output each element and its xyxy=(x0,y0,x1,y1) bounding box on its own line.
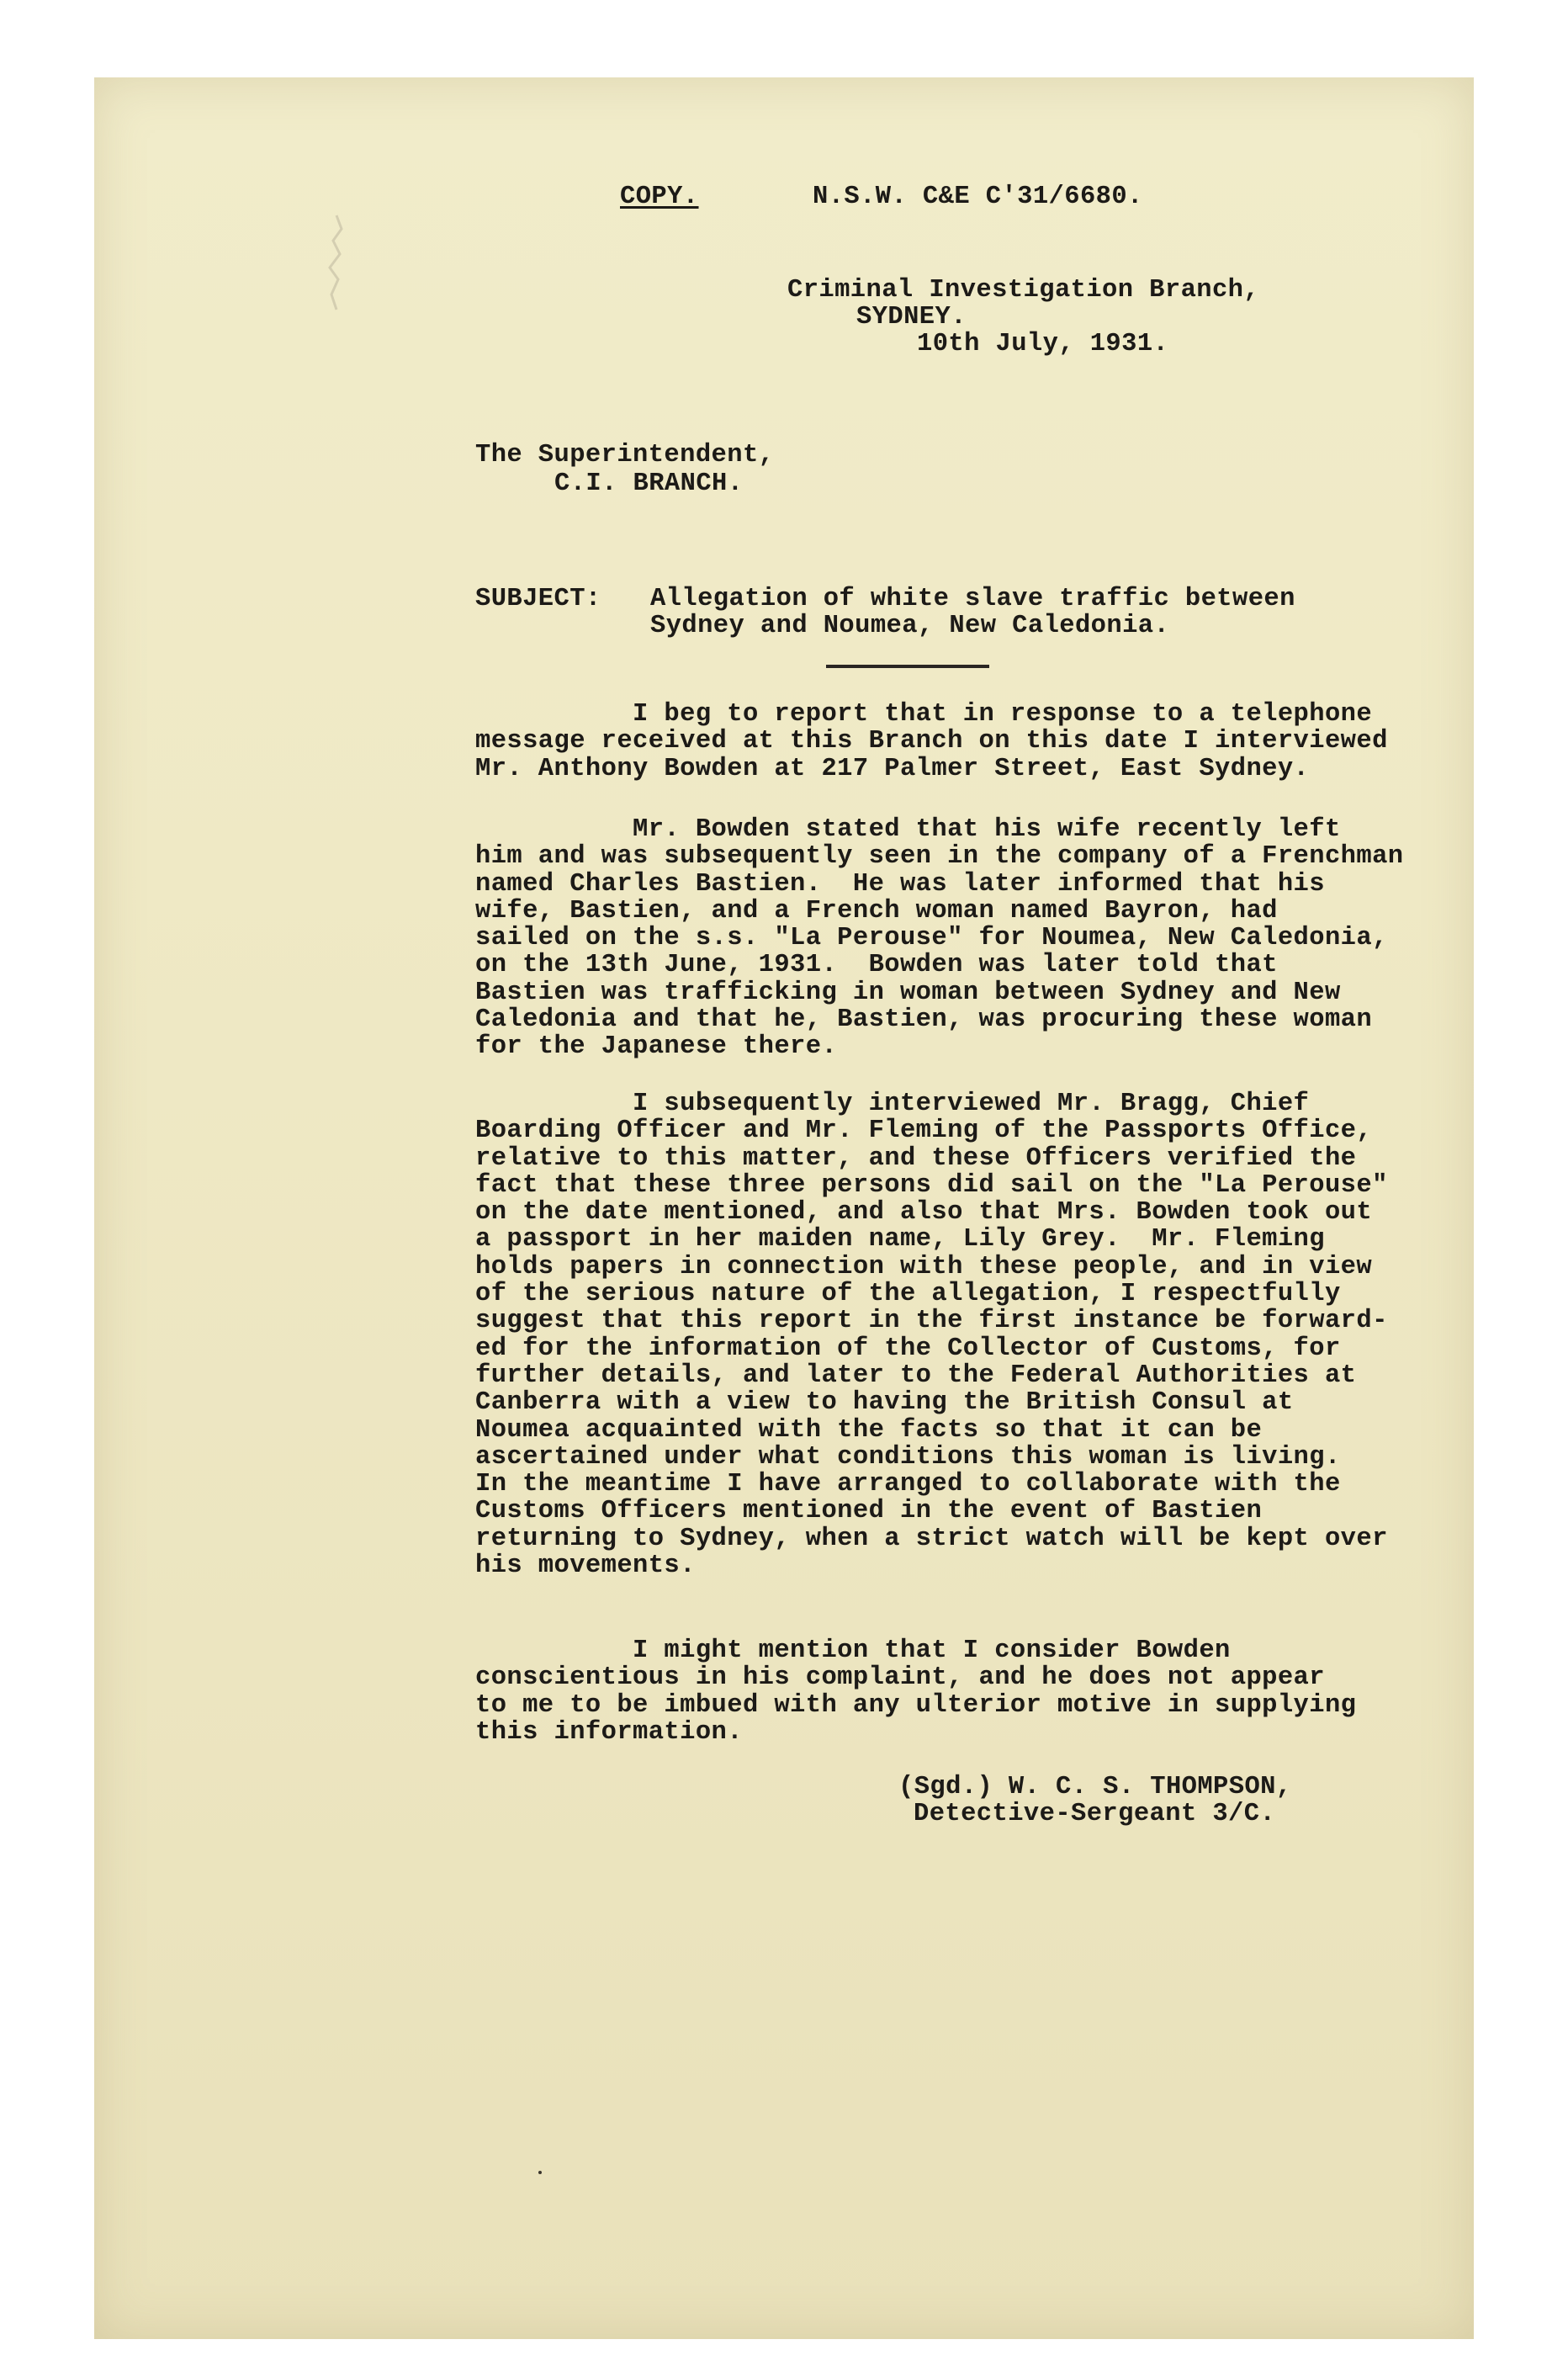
paragraph-line: ed for the information of the Collector of Customs, for xyxy=(475,1334,1341,1363)
subject-line-2: Sydney and Noumea, New Caledonia. xyxy=(650,612,1170,640)
paragraph-1 xyxy=(475,701,1451,782)
paragraph-line: him and was subsequently seen in the company of a Frenchman xyxy=(475,842,1404,872)
paragraph-line: wife, Bastien, and a French woman named Bayron, had xyxy=(475,896,1278,926)
paragraph-line: Noumea acquainted with the facts so that it can be xyxy=(475,1415,1263,1445)
subject-label: SUBJECT: xyxy=(475,585,601,613)
paragraph-line: suggest that this report in the first instance be forward- xyxy=(475,1307,1388,1336)
paragraph-line: message received at this Branch on this date I interviewed xyxy=(475,727,1388,756)
paragraph-line: I subsequently interviewed Mr. Bragg, Chief xyxy=(475,1090,1310,1118)
paragraph-line: his movements. xyxy=(475,1552,696,1581)
addressee-branch: C.I. BRANCH. xyxy=(554,469,744,498)
paragraph-line: Canberra with a view to having the British Consul at xyxy=(475,1388,1294,1418)
paragraph-line: conscientious in his complaint, and he does not appear xyxy=(475,1663,1325,1693)
subject-divider xyxy=(826,665,989,668)
file-reference: N.S.W. C&E C'31/6680. xyxy=(813,183,1143,211)
paragraph-line: ascertained under what conditions this woman is living. xyxy=(475,1442,1341,1472)
paragraph-2 xyxy=(475,816,1451,1061)
report-date: 10th July, 1931. xyxy=(917,330,1169,358)
paragraph-line: holds papers in connection with these people, and in view xyxy=(475,1252,1373,1281)
paragraph-4 xyxy=(475,1637,1451,1746)
sender-branch: Criminal Investigation Branch, xyxy=(787,276,1260,305)
paragraph-line: returning to Sydney, when a strict watch will be kept over xyxy=(475,1524,1388,1553)
paragraph-line: for the Japanese there. xyxy=(475,1032,838,1062)
paragraph-line: Bastien was trafficking in woman between Sydney and New xyxy=(475,978,1341,1007)
paragraph-line: Customs Officers mentioned in the event of Bastien xyxy=(475,1497,1263,1526)
paragraph-line: further details, and later to the Federal Authorities at xyxy=(475,1361,1357,1390)
paragraph-line: I might mention that I consider Bowden xyxy=(475,1637,1231,1665)
paragraph-line: of the serious nature of the allegation, I respectfully xyxy=(475,1280,1341,1309)
paragraph-line: Mr. Anthony Bowden at 217 Palmer Street, East Sydney. xyxy=(475,754,1310,783)
signature-rank: Detective-Sergeant 3/C. xyxy=(914,1800,1276,1828)
subject-line-1: Allegation of white slave traffic between xyxy=(650,585,1295,613)
paragraph-line: on the 13th June, 1931. Bowden was later told that xyxy=(475,951,1278,980)
paragraph-line: Mr. Bowden stated that his wife recently left xyxy=(475,815,1341,844)
paragraph-line: this information. xyxy=(475,1717,743,1747)
paragraph-line: relative to this matter, and these Officers verified the xyxy=(475,1143,1357,1173)
paragraph-line: Boarding Officer and Mr. Fleming of the Passports Office, xyxy=(475,1117,1373,1146)
paper-damage-mark xyxy=(321,212,350,313)
paragraph-3 xyxy=(475,1090,1451,1579)
paragraph-line: a passport in her maiden name, Lily Grey. Mr. Fleming xyxy=(475,1225,1325,1255)
ink-dot xyxy=(538,2171,542,2174)
signature-name: (Sgd.) W. C. S. THOMPSON, xyxy=(898,1773,1292,1801)
paragraph-line: on the date mentioned, and also that Mrs. Bowden took out xyxy=(475,1198,1373,1228)
sender-city: SYDNEY. xyxy=(856,303,967,332)
paragraph-line: fact that these three persons did sail on the "La Perouse" xyxy=(475,1170,1388,1200)
paragraph-line: Caledonia and that he, Bastien, was procuring these woman xyxy=(475,1005,1373,1035)
paragraph-line: sailed on the s.s. "La Perouse" for Noumea, New Caledonia, xyxy=(475,924,1388,953)
paragraph-line: In the meantime I have arranged to collaborate with the xyxy=(475,1470,1341,1499)
copy-label: COPY. xyxy=(620,183,699,211)
paragraph-line: to me to be imbued with any ulterior motive in supplying xyxy=(475,1690,1357,1720)
paragraph-line: I beg to report that in response to a telephone xyxy=(475,700,1373,729)
addressee-title: The Superintendent, xyxy=(475,441,775,469)
paragraph-line: named Charles Bastien. He was later informed that his xyxy=(475,869,1325,899)
